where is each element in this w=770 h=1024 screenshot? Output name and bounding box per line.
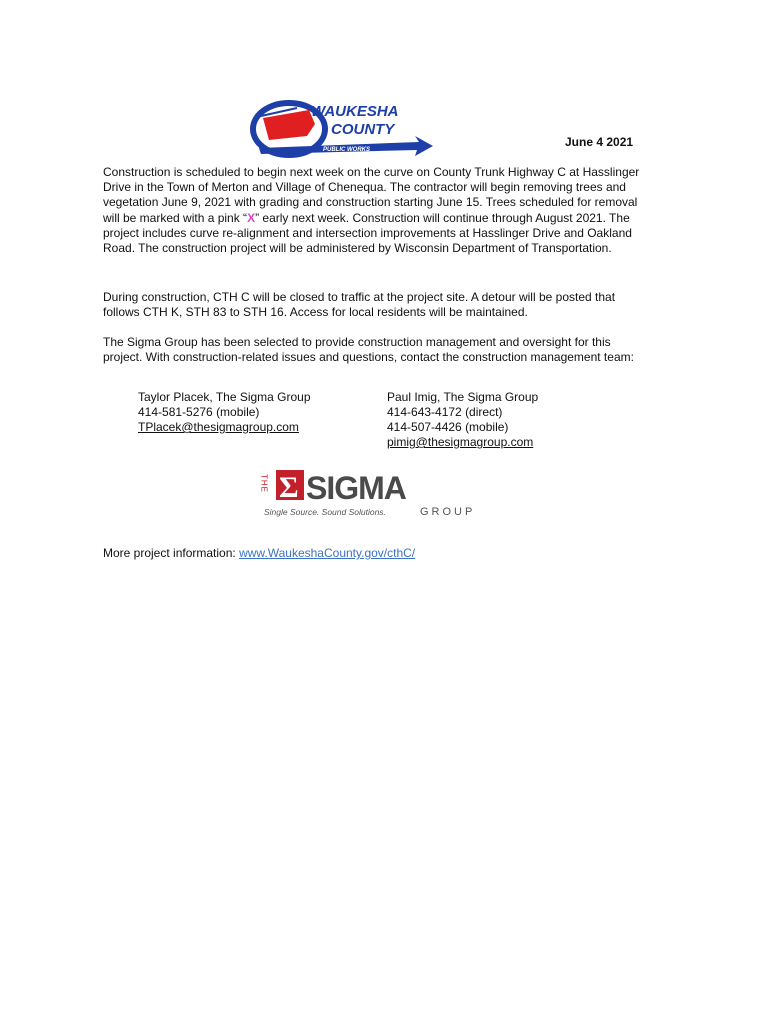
paragraph-detour: During construction, CTH C will be closed to traffic at the project site. A detour will be posted that follows CTH K, STH 83 to STH 16. Access for local residents will be maintained. xyxy=(103,290,616,320)
sigma-logo-tagline: Single Source. Sound Solutions. xyxy=(264,507,386,517)
logo-line1: WAUKESHA xyxy=(311,103,399,120)
logo-line2: COUNTY xyxy=(331,121,395,138)
paragraph1-text-b: ” early next week. Construction will continue through August 2021. The project includes curve re-alignment and intersection improvements at Hasslinger Drive and Oakland Road. The construction project will be administered by Wisconsin Department of Transportation. xyxy=(103,210,632,256)
sigma-group-logo xyxy=(259,465,482,520)
contact-taylor-placek xyxy=(138,390,311,435)
sigma-logo-the: THE xyxy=(259,474,269,493)
svg-text:Σ: Σ xyxy=(279,471,299,504)
project-info-link[interactable]: www.WaukeshaCounty.gov/cthC/ xyxy=(239,546,416,560)
sigma-logo-word: SIGMA xyxy=(306,470,406,506)
contact-phone-direct: 414-643-4172 (direct) xyxy=(387,405,503,419)
contact-name: Taylor Placek, The Sigma Group xyxy=(138,390,311,404)
paragraph1-text-a: Construction is scheduled to begin next week on the curve on County Trunk Highway C at Hasslinger Drive in the Town of Merton and Village of Chenequa. The contractor will begin removing trees and vegetation June 9, 2021 with grading and construction starting June 15. Trees scheduled for removal will be marked with a pink “ xyxy=(103,165,640,225)
more-info-line xyxy=(103,546,415,560)
sigma-logo-group: GROUP xyxy=(420,506,476,518)
contact-email-link[interactable]: TPlacek@thesigmagroup.com xyxy=(138,420,299,434)
waukesha-county-logo xyxy=(249,96,435,160)
paragraph-construction-schedule xyxy=(103,165,648,256)
contact-phone-mobile: 414-507-4426 (mobile) xyxy=(387,420,509,434)
pink-x-mark: X xyxy=(247,210,256,225)
contact-email-link[interactable]: pimig@thesigmagroup.com xyxy=(387,435,534,449)
contact-paul-imig xyxy=(387,390,538,450)
more-info-label: More project information: xyxy=(103,546,240,560)
contact-name: Paul Imig, The Sigma Group xyxy=(387,390,539,404)
logo-line3: PUBLIC WORKS xyxy=(323,147,370,153)
paragraph-sigma-group: The Sigma Group has been selected to provide construction management and oversight for this project. With construction-related issues and questions, contact the construction management team: xyxy=(103,335,634,365)
document-date: June 4 2021 xyxy=(565,135,634,149)
contact-phone: 414-581-5276 (mobile) xyxy=(138,405,260,419)
